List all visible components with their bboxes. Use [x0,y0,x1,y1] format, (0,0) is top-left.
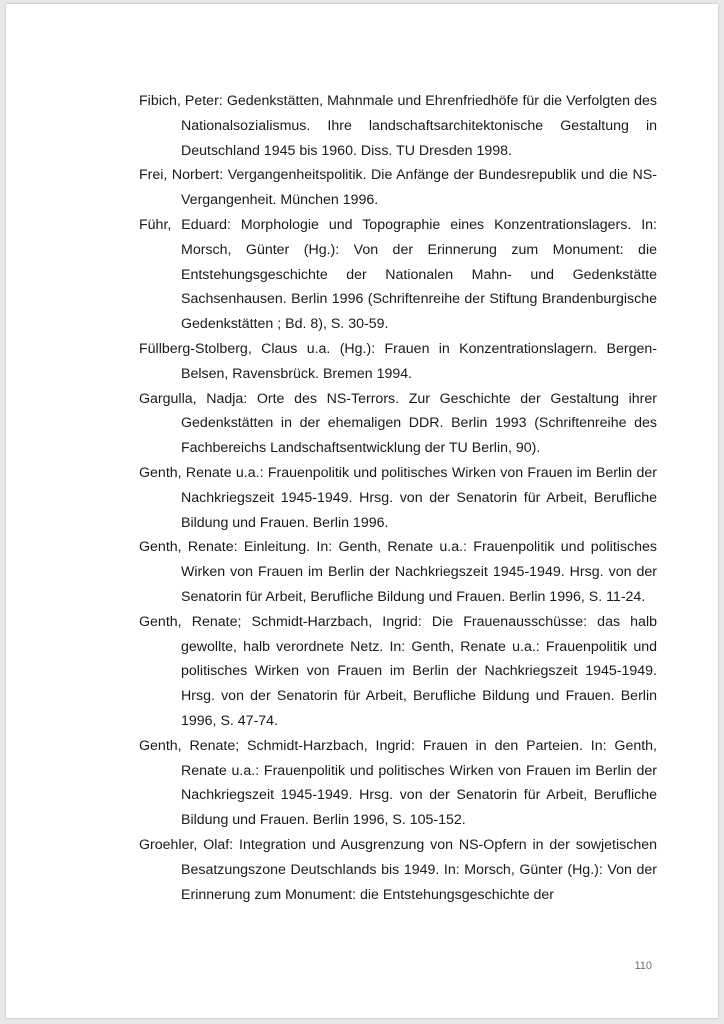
bibliography-entry: Genth, Renate u.a.: Frauenpolitik und politisches Wirken von Frauen im Berlin der Nachkriegszeit 1945-1949. Hrsg. von der Senatorin für Arbeit, Berufliche Bildung und Frauen. Berlin 1996. [139,464,657,531]
bibliography-entry: Gargulla, Nadja: Orte des NS-Terrors. Zur Geschichte der Gestaltung ihrer Gedenkstätten in der ehemaligen DDR. Berlin 1993 (Schriftenreihe des Fachbereichs Landschaftsentwicklung der TU Berlin, 90). [139,390,657,457]
bibliography-entry: Groehler, Olaf: Integration und Ausgrenzung von NS-Opfern in der sowjetischen Besatzungszone Deutschlands bis 1949. In: Morsch, Günter (Hg.): Von der Erinnerung zum Monument: die Entstehungsgeschichte der [139,836,657,903]
document-page [6,4,718,1018]
page-number: 110 [634,960,652,972]
bibliography-list [139,89,657,907]
bibliography-entry: Genth, Renate; Schmidt-Harzbach, Ingrid: Die Frauenausschüsse: das halb gewollte, halb verordnete Netz. In: Genth, Renate u.a.: Frauenpolitik und politisches Wirken von Frauen im Berlin der Nachkriegszeit 1945-1949. Hrsg. von der Senatorin für Arbeit, Berufliche Bildung und Frauen. Berlin 1996, S. 47-74. [139,613,657,729]
bibliography-entry: Genth, Renate; Schmidt-Harzbach, Ingrid: Frauen in den Parteien. In: Genth, Renate u.a.: Frauenpolitik und politisches Wirken von Frauen im Berlin der Nachkriegszeit 1945-1949. Hrsg. von der Senatorin für Arbeit, Berufliche Bildung und Frauen. Berlin 1996, S. 105-152. [139,737,657,829]
bibliography-entry: Genth, Renate: Einleitung. In: Genth, Renate u.a.: Frauenpolitik und politisches Wirken von Frauen im Berlin der Nachkriegszeit 1945-1949. Hrsg. von der Senatorin für Arbeit, Berufliche Bildung und Frauen. Berlin 1996, S. 11-24. [139,539,657,605]
bibliography-entry: Füllberg-Stolberg, Claus u.a. (Hg.): Frauen in Konzentrationslagern. Bergen-Belsen, Ravensbrück. Bremen 1994. [139,340,657,382]
bibliography-entry: Fibich, Peter: Gedenkstätten, Mahnmale und Ehrenfriedhöfe für die Verfolgten des Nationalsozialismus. Ihre landschaftsarchitektonische Gestaltung in Deutschland 1945 bis 1960. Diss. TU Dresden 1998. [139,93,657,159]
bibliography-entry: Frei, Norbert: Vergangenheitspolitik. Die Anfänge der Bundesrepublik und die NS-Vergangenheit. München 1996. [139,167,657,209]
bibliography-entry: Führ, Eduard: Morphologie und Topographie eines Konzentrationslagers. In: Morsch, Günter (Hg.): Von der Erinnerung zum Monument: die Entstehungsgeschichte der Nationalen Mahn- und Gedenkstätte Sachsenhausen. Berlin 1996 (Schriftenreihe der Stiftung Brandenburgische Gedenkstätten ; Bd. 8), S. 30-59. [139,216,657,333]
